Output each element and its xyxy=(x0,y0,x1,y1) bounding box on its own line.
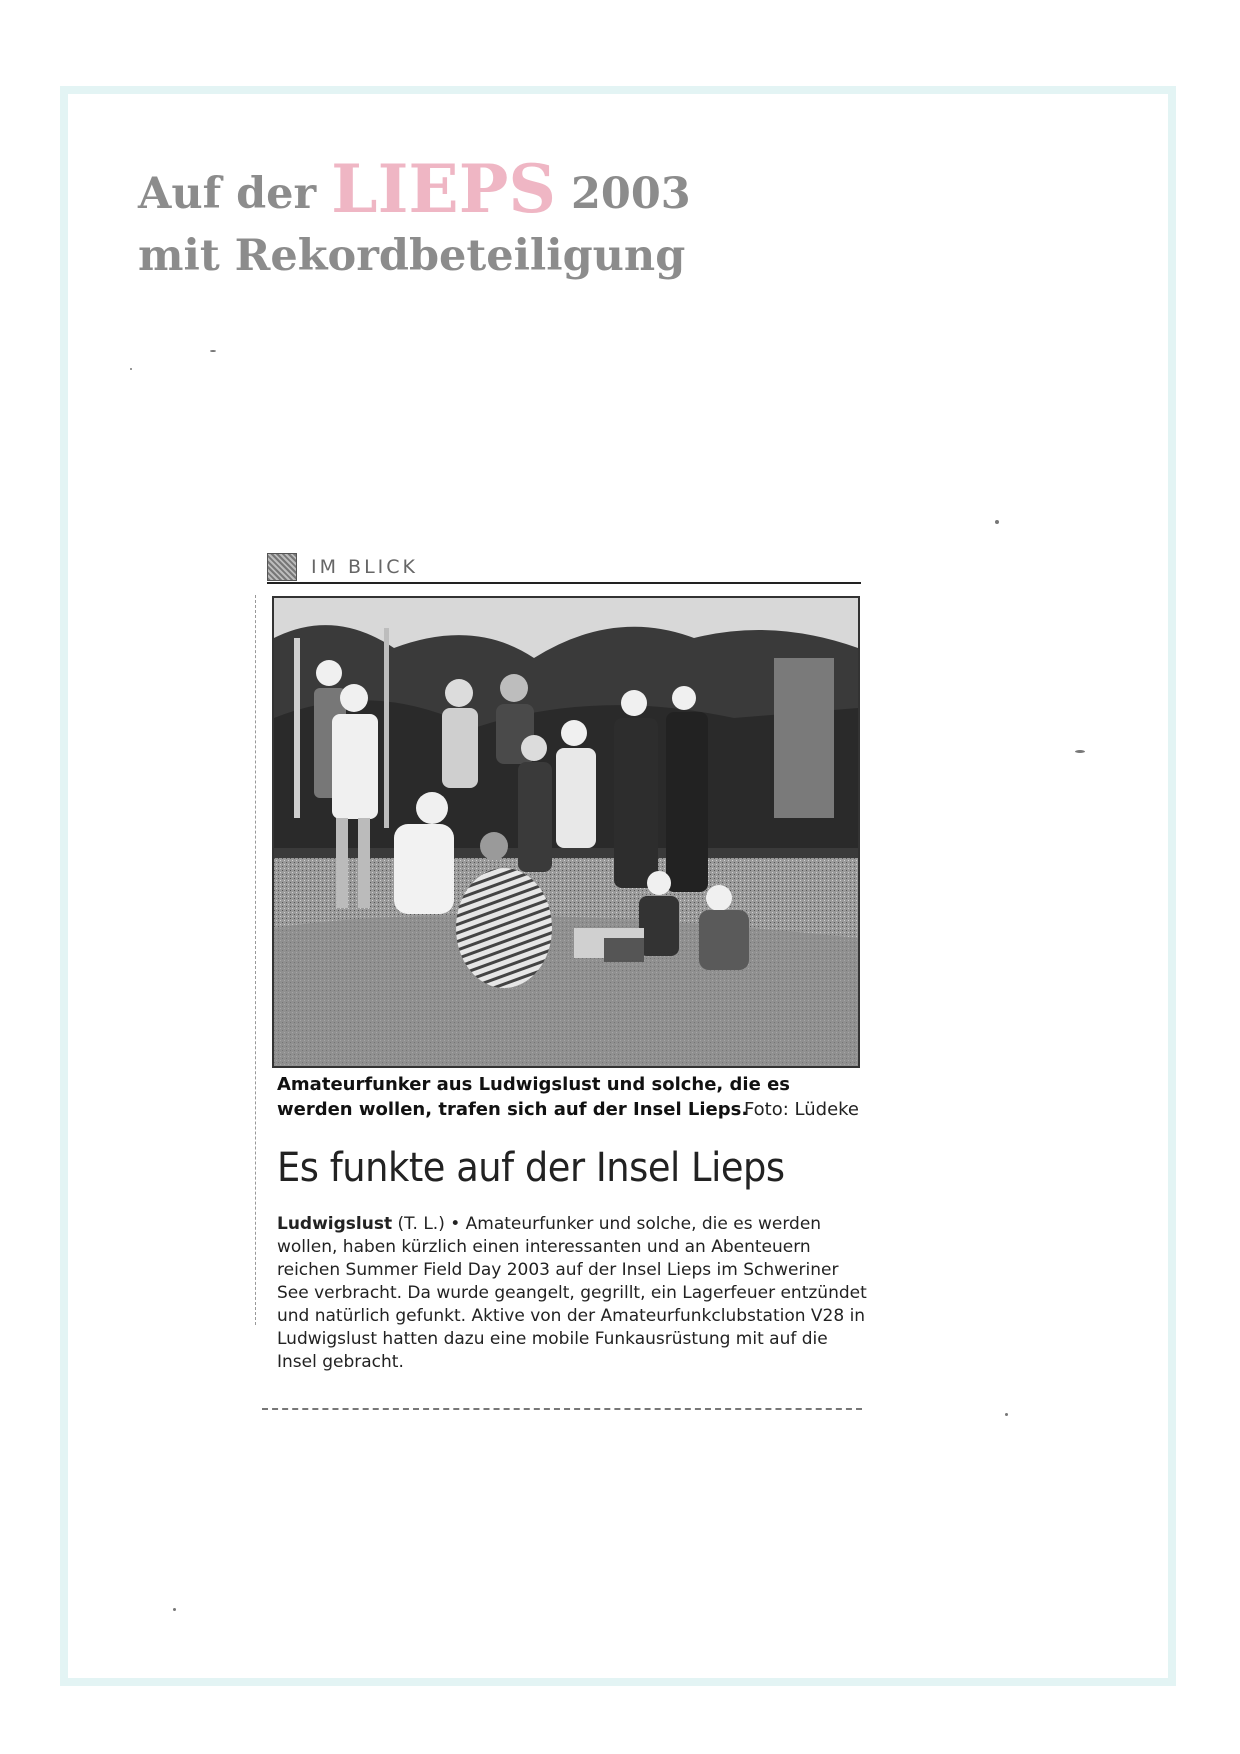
headline-accent: LIEPS xyxy=(331,150,557,228)
headline-year: 2003 xyxy=(556,169,691,219)
article-body xyxy=(277,1213,867,1374)
scan-speck xyxy=(1005,1413,1008,1416)
newspaper-clipping xyxy=(255,540,865,1420)
side-divider xyxy=(255,595,256,1325)
scan-speck xyxy=(130,368,132,370)
scan-speck xyxy=(995,520,999,524)
section-header xyxy=(267,552,861,584)
scan-speck xyxy=(173,1608,176,1611)
scan-speck xyxy=(210,350,216,352)
page-headline xyxy=(138,150,691,283)
section-label: IM BLICK xyxy=(311,556,418,578)
section-square-icon xyxy=(267,553,297,581)
photo-caption xyxy=(277,1072,859,1122)
article-title: Es funkte auf der Insel Lieps xyxy=(277,1145,785,1191)
bottom-divider xyxy=(262,1408,862,1410)
scan-speck xyxy=(1075,750,1085,753)
photo-credit: Foto: Lüdeke xyxy=(743,1099,859,1120)
headline-prefix: Auf der xyxy=(138,169,332,219)
article-dateline: Ludwigslust xyxy=(277,1214,393,1234)
article-text: (T. L.) • Amateurfunker und solche, die es werden wollen, haben kürzlich einen interessanten und an Abenteuern reichen Summer Field Day 2003 auf der Insel Lieps im Schweriner See verbracht. Da wurde geangelt, gegrillt, ein Lagerfeuer entzündet und natürlich gefunkt. Aktive von der Amateurfunkclubstation V28 in Ludwigslust hatten dazu eine mobile Funkausrüstung mit auf die Insel gebracht. xyxy=(277,1214,867,1372)
headline-line-1 xyxy=(138,150,691,229)
group-photo xyxy=(272,596,860,1068)
headline-line-2: mit Rekordbeteiligung xyxy=(138,231,686,282)
caption-text: Amateurfunker aus Ludwigslust und solche, die es werden wollen, trafen sich auf der Insel Lieps. xyxy=(277,1074,790,1120)
